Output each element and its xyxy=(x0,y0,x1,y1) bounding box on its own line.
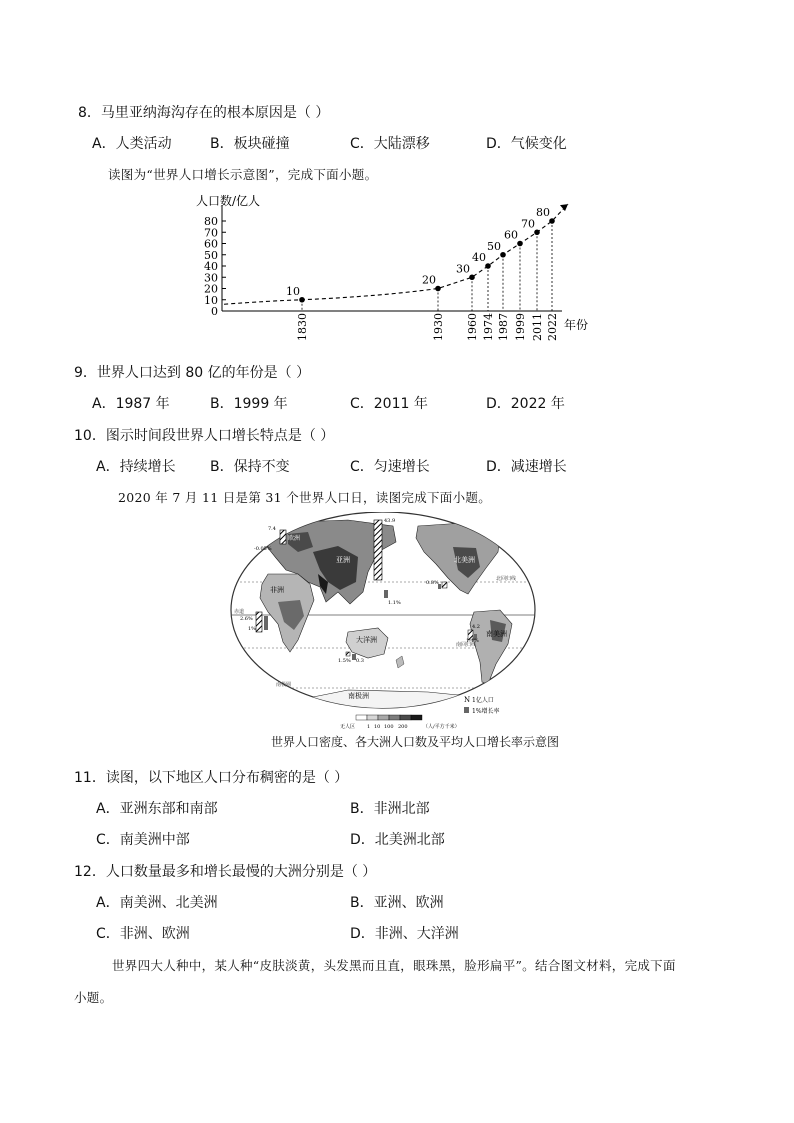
point-label-1974: 40 xyxy=(472,251,486,264)
x-tick-label-1974: 1974 xyxy=(482,313,495,341)
q10-option-d[interactable]: D．减速增长 xyxy=(486,459,567,475)
question-9-stem: 9．世界人口达到 80 亿的年份是（ ） xyxy=(74,365,311,381)
data-point-1974 xyxy=(485,263,491,269)
q11-option-c[interactable]: C．南美洲中部 xyxy=(96,832,190,848)
data-point-1999 xyxy=(517,241,523,247)
point-label-1930: 20 xyxy=(422,273,436,287)
map-legend xyxy=(464,696,500,715)
q11-option-d[interactable]: D．北美洲北部 xyxy=(350,832,445,848)
q9-option-c[interactable]: C．2011 年 xyxy=(350,396,428,412)
q8-option-d[interactable]: D．气候变化 xyxy=(486,136,567,152)
q12-option-d[interactable]: D．非洲、大洋洲 xyxy=(350,926,459,942)
y-tick-label: 0 xyxy=(211,305,218,318)
continent-label-south-america: 南美洲 xyxy=(486,630,507,638)
question-10-stem: 10．图示时间段世界人口增长特点是（ ） xyxy=(74,428,335,444)
legend-population-label: 1亿人口 xyxy=(472,697,494,704)
q12-option-b[interactable]: B．亚洲、欧洲 xyxy=(350,895,444,911)
point-label-1987: 50 xyxy=(487,239,501,253)
intro-race-line-2: 小题。 xyxy=(74,990,113,1005)
data-point-2022 xyxy=(549,218,555,224)
question-11-stem: 11．读图，以下地区人口分布稠密的是（ ） xyxy=(74,770,349,786)
x-tick-label-1987: 1987 xyxy=(497,313,510,341)
line-label-tropic-of-capricorn: 南回归线 xyxy=(456,642,477,648)
x-tick-label-1930: 1930 xyxy=(432,313,445,341)
y-tick-label: 70 xyxy=(204,226,218,240)
legend-growth-label: 1%增长率 xyxy=(472,708,500,715)
q12-option-c[interactable]: C．非洲、欧洲 xyxy=(96,926,190,942)
data-point-1830 xyxy=(299,297,305,303)
density-swatch-4 xyxy=(400,715,411,720)
q9-option-a[interactable]: A．1987 年 xyxy=(92,396,170,412)
value-africa-pop: 1% xyxy=(248,626,256,632)
y-tick-label: 80 xyxy=(204,215,218,228)
continent-label-north-america: 北美洲 xyxy=(454,556,475,564)
population-growth-chart xyxy=(190,190,600,350)
point-label-1999: 60 xyxy=(504,228,518,242)
north-america-population-bar xyxy=(442,582,447,588)
value-oceania-growth: 1.5% xyxy=(338,658,351,664)
asia-population-bar xyxy=(374,520,382,580)
x-tick-label-2022: 2022 xyxy=(546,313,559,341)
q12-option-a[interactable]: A．南美洲、北美洲 xyxy=(96,895,218,911)
data-point-1930 xyxy=(435,286,441,292)
oceania-population-bar xyxy=(346,652,350,656)
line-label-equator: 赤道 xyxy=(234,609,245,615)
data-point-1987 xyxy=(500,252,506,258)
y-tick-label: 40 xyxy=(204,260,218,273)
x-axis-label: 年份 xyxy=(564,318,589,332)
continent-label-africa: 非洲 xyxy=(270,586,284,594)
value-south-america-growth: 1.1% xyxy=(466,638,479,644)
line-label-antarctic-circle: 南极圈 xyxy=(276,682,292,688)
question-8-stem: 8．马里亚纳海沟存在的根本原因是（ ） xyxy=(78,105,330,121)
y-tick-label: 50 xyxy=(204,248,218,262)
density-legend-label-3: 100 xyxy=(384,724,394,730)
continent-label-antarctica: 南极洲 xyxy=(348,692,369,700)
antarctica-landmass xyxy=(258,690,508,712)
y-tick-label: 20 xyxy=(204,282,218,296)
data-point-1960 xyxy=(469,274,475,280)
value-europe-growth: -0.05% xyxy=(254,546,272,552)
intro-population-chart: 读图为“世界人口增长示意图”，完成下面小题。 xyxy=(108,167,378,182)
q11-option-b[interactable]: B．非洲北部 xyxy=(350,801,430,817)
point-label-1960: 30 xyxy=(456,262,470,276)
point-label-2011: 70 xyxy=(521,217,535,231)
density-legend-label-1: 1 xyxy=(367,724,371,730)
density-swatch-5 xyxy=(411,715,422,720)
q8-option-b[interactable]: B．板块碰撞 xyxy=(210,136,290,152)
y-tick-label: 10 xyxy=(204,293,218,307)
x-tick-label-1830: 1830 xyxy=(296,313,309,341)
y-axis-label: 人口数/亿人 xyxy=(196,194,261,208)
density-legend-label-2: 10 xyxy=(374,724,381,730)
q9-option-d[interactable]: D．2022 年 xyxy=(486,396,565,412)
world-population-map xyxy=(228,512,538,732)
europe-population-bar xyxy=(280,530,286,544)
density-legend-label-0: 无人区 xyxy=(340,724,356,730)
asia-growth-bar xyxy=(384,590,388,598)
intro-race-line-1: 世界四大人种中，某人种“皮肤淡黄，头发黑而且直，眼珠黑，脸形扁平”。结合图文材料，完成下面 xyxy=(112,958,676,973)
q11-option-a[interactable]: A．亚洲东部和南部 xyxy=(96,801,218,817)
data-point-2011 xyxy=(534,229,540,235)
point-label-2022: 80 xyxy=(536,206,550,219)
continent-label-oceania: 大洋洲 xyxy=(356,636,377,644)
density-legend-label-5: （人/平方千米） xyxy=(423,724,460,730)
density-swatch-0 xyxy=(356,715,367,720)
density-legend xyxy=(340,715,460,730)
value-africa-growth: 2.6% xyxy=(240,616,253,622)
x-tick-label-2011: 2011 xyxy=(531,313,544,341)
africa-growth-bar xyxy=(264,616,268,630)
x-tick-label-1999: 1999 xyxy=(514,313,527,341)
density-swatch-3 xyxy=(389,715,400,720)
value-north-america-growth: 0.8% xyxy=(426,580,439,586)
map-caption: 世界人口密度、各大洲人口数及平均人口增长率示意图 xyxy=(271,735,560,749)
point-label-1830: 10 xyxy=(286,284,300,298)
x-tick-label-1960: 1960 xyxy=(466,313,479,341)
value-south-america-pop: 4.2 xyxy=(472,624,480,630)
value-europe-pop: 7.4 xyxy=(268,526,276,532)
q10-option-a[interactable]: A．持续增长 xyxy=(96,459,176,475)
trend-arrowhead xyxy=(560,204,568,211)
density-swatch-2 xyxy=(378,715,389,720)
density-swatch-1 xyxy=(367,715,378,720)
intro-world-population-day: 2020 年 7 月 11 日是第 31 个世界人口日，读图完成下面小题。 xyxy=(118,490,491,505)
q8-option-a[interactable]: A．人类活动 xyxy=(92,136,172,152)
continent-label-europe: 欧洲 xyxy=(288,535,301,542)
y-tick-label: 30 xyxy=(204,271,218,285)
population-trend-line xyxy=(224,204,568,304)
line-label-tropic-of-cancer: 北回归线 xyxy=(496,576,517,582)
continent-label-asia: 亚洲 xyxy=(336,556,350,564)
value-oceania-pop: 0.3 xyxy=(356,658,364,664)
q9-option-b[interactable]: B．1999 年 xyxy=(210,396,288,412)
value-asia-growth: 1.1% xyxy=(388,600,401,606)
q8-option-c[interactable]: C．大陆漂移 xyxy=(350,136,430,152)
africa-population-bar xyxy=(256,612,262,632)
question-12-stem: 12．人口数量最多和增长最慢的大洲分别是（ ） xyxy=(74,864,377,880)
y-tick-label: 60 xyxy=(204,237,218,251)
q10-option-b[interactable]: B．保持不变 xyxy=(210,459,290,475)
value-asia-pop: 43.9 xyxy=(384,518,396,524)
svg-text:N: N xyxy=(464,696,471,704)
density-legend-label-4: 200 xyxy=(398,724,408,730)
q10-option-c[interactable]: C．匀速增长 xyxy=(350,459,430,475)
